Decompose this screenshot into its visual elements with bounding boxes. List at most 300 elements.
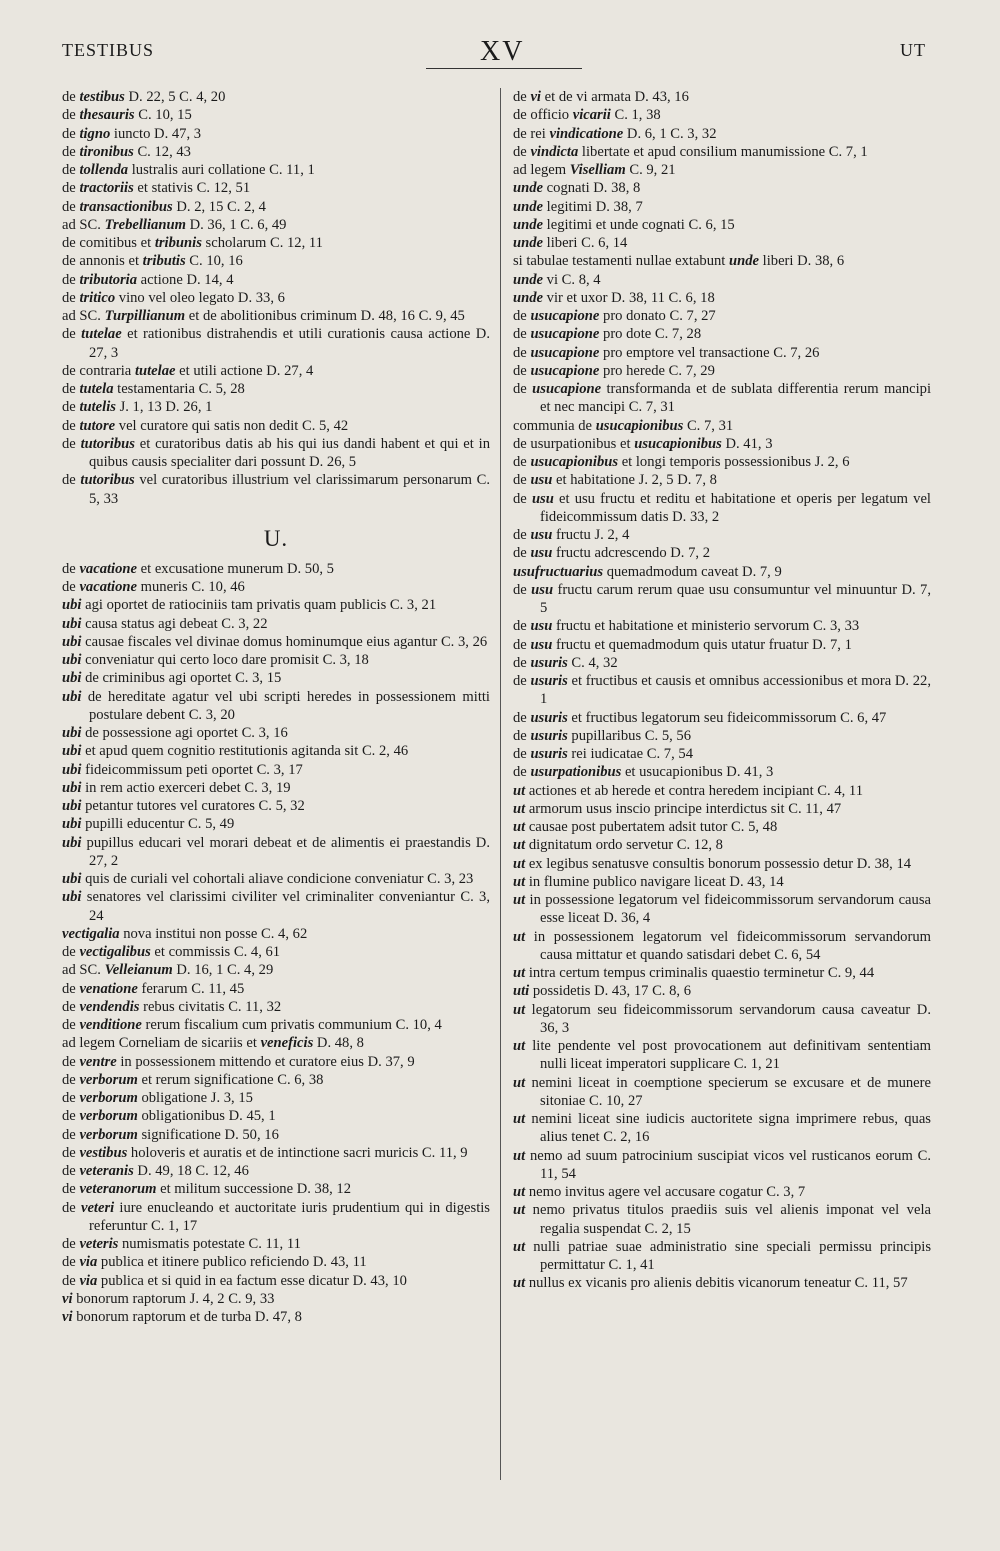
index-entry (513, 636, 931, 654)
index-entry (513, 727, 931, 745)
entry-reference: fructu J. 2, 4 (552, 527, 630, 543)
index-entry (513, 143, 931, 161)
entry-keyword: ubi (62, 725, 82, 741)
entry-reference: D. 22, 5 C. 4, 20 (124, 89, 226, 105)
index-entry (62, 143, 490, 161)
entry-prefix: de (62, 1181, 80, 1198)
index-entry (513, 836, 931, 854)
index-entry (62, 1199, 490, 1236)
entry-keyword: tractoriis (79, 180, 134, 197)
entry-reference: C. 9, 21 (625, 162, 676, 178)
entry-reference: significatione D. 50, 16 (137, 1126, 279, 1143)
index-entry (62, 560, 490, 578)
entry-keyword: usuris (530, 673, 568, 689)
entry-prefix: de (62, 1071, 80, 1088)
entry-reference: nemini liceat sine iudicis auctoritete signa imprimere rebus, quas alius tenet C. 2, 16 (525, 1111, 931, 1146)
index-entry (513, 216, 931, 234)
index-entry (62, 380, 490, 398)
index-entry (513, 1183, 931, 1201)
entry-reference: fructu adcrescendo D. 7, 2 (552, 545, 710, 562)
entry-reference: possidetis D. 43, 17 C. 8, 6 (529, 983, 691, 1000)
entry-keyword: vindicta (530, 143, 579, 160)
index-entry (62, 998, 490, 1016)
entry-keyword: Viselliam (569, 162, 626, 178)
entry-reference: quemadmodum caveat D. 7, 9 (603, 563, 782, 580)
entry-keyword: ubi (62, 798, 82, 814)
index-entry (513, 800, 931, 818)
index-entry (62, 1089, 490, 1107)
running-header-right: UT (900, 40, 926, 60)
entry-prefix: de annonis et (62, 253, 143, 270)
entry-prefix: de (62, 1199, 81, 1216)
entry-reference: et de vi armata D. 43, 16 (540, 89, 689, 105)
entry-reference: fructu et quemadmodum quis utatur fruatur D. 7, 1 (552, 636, 852, 653)
entry-keyword: ut (513, 928, 526, 945)
index-entry (62, 1016, 490, 1034)
index-entry (62, 1253, 490, 1271)
entry-prefix: de (62, 1272, 80, 1289)
index-entry (62, 1126, 490, 1144)
entry-keyword: ut (513, 1202, 526, 1219)
index-entry (513, 964, 931, 982)
entry-keyword: tributis (142, 253, 186, 270)
entry-prefix: ad SC. (62, 216, 105, 233)
index-entry (62, 815, 490, 833)
entry-keyword: ut (513, 855, 526, 872)
index-entry (513, 1074, 931, 1111)
entry-keyword: unde (513, 198, 544, 215)
entry-keyword: verborum (79, 1108, 138, 1125)
index-entry (62, 615, 490, 633)
index-entry (513, 106, 931, 124)
entry-keyword: ut (513, 965, 526, 981)
index-entry (62, 1180, 490, 1198)
entry-keyword: usuris (530, 727, 568, 744)
entry-reference: vel curatore qui satis non dedit C. 5, 42 (115, 417, 349, 434)
entry-reference: et militum successione D. 38, 12 (156, 1181, 352, 1198)
entry-reference: lustralis auri collatione C. 11, 1 (128, 162, 315, 178)
entry-keyword: usurpationibus (530, 764, 622, 781)
entry-keyword: via (79, 1272, 98, 1289)
entry-keyword: venditione (79, 1017, 142, 1033)
index-entry (513, 88, 931, 106)
index-entry (513, 435, 931, 453)
index-entry (62, 106, 490, 124)
entry-keyword: tutoribus (80, 435, 135, 452)
index-entry (62, 797, 490, 815)
entry-prefix: de (62, 326, 82, 343)
entry-keyword: veteris (79, 1236, 119, 1252)
index-entry (62, 161, 490, 179)
entry-keyword: vi (530, 89, 541, 105)
entry-reference: et curatoribus datis ab his qui ius dandi habent et qui et in quibus causis specialiter dari possunt D. 26, 5 (89, 435, 490, 470)
entry-prefix: de (513, 326, 531, 343)
entry-reference: actione D. 14, 4 (137, 271, 234, 288)
entry-keyword: ubi (62, 688, 82, 705)
entry-keyword: ventre (79, 1053, 117, 1070)
entry-keyword: unde (729, 253, 760, 270)
entry-keyword: ut (513, 837, 526, 854)
entry-reference: et fructibus legatorum seu fideicommissorum C. 6, 47 (567, 709, 887, 726)
index-entry (513, 581, 931, 618)
index-entry (62, 1308, 490, 1326)
entry-reference: liberi C. 6, 14 (543, 235, 628, 251)
entry-reference: in possessione legatorum vel fideicommissorum servandorum causa esse liceat D. 36, 4 (525, 892, 931, 927)
entry-prefix: de (62, 1108, 80, 1125)
entry-prefix: ad legem (513, 162, 570, 178)
index-entry (62, 471, 490, 508)
index-entry (62, 252, 490, 270)
entry-reference: C. 10, 16 (185, 253, 243, 270)
entry-reference: et commissis C. 4, 61 (150, 944, 281, 960)
index-entry (62, 834, 490, 871)
index-entry (62, 1272, 490, 1290)
entry-reference: nemo ad suum patrocinium suscipiat vicos vel rusticanos eorum C. 11, 54 (525, 1147, 931, 1182)
entry-reference: causae fiscales vel divinae domus hominumque eius agantur C. 3, 26 (81, 633, 488, 650)
index-entry (513, 928, 931, 965)
entry-prefix: de (513, 654, 531, 671)
entry-reference: iuncto D. 47, 3 (110, 125, 202, 142)
entry-reference: pro herede C. 7, 29 (599, 362, 715, 379)
entry-keyword: usucapionibus (530, 454, 619, 470)
entry-keyword: ubi (62, 652, 82, 668)
entry-keyword: vendendis (79, 998, 140, 1015)
entry-reference: et habitatione J. 2, 5 D. 7, 8 (552, 472, 717, 489)
entry-reference: D. 48, 8 (313, 1035, 364, 1052)
entry-reference: actiones et ab herede et contra heredem incipiant C. 4, 11 (525, 782, 863, 799)
entry-keyword: tutelis (79, 399, 116, 416)
index-entry (62, 362, 490, 380)
entry-keyword: tutelae (81, 326, 122, 343)
entry-reference: numismatis potestate C. 11, 11 (118, 1236, 301, 1252)
index-entry (62, 578, 490, 596)
index-entry (62, 88, 490, 106)
entry-prefix: de (513, 490, 532, 507)
entry-reference: et rationibus distrahendis et utili curationis causa actione D. 27, 3 (89, 326, 490, 361)
entry-prefix: de (62, 289, 80, 306)
entry-prefix: ad legem Corneliam de sicariis et (62, 1035, 261, 1052)
index-entry (62, 633, 490, 651)
entry-keyword: ubi (62, 816, 82, 833)
entry-reference: petantur tutores vel curatores C. 5, 32 (81, 798, 305, 814)
index-entry (513, 380, 931, 417)
entry-reference: vino vel oleo legato D. 33, 6 (115, 289, 285, 306)
entry-prefix: communia de (513, 417, 596, 434)
entry-reference: C. 4, 32 (567, 654, 618, 671)
entry-keyword: vi (62, 1290, 73, 1307)
entry-keyword: usu (530, 527, 553, 543)
index-entry (513, 855, 931, 873)
index-entry (513, 362, 931, 380)
entry-keyword: ut (513, 1147, 526, 1164)
entry-prefix: de (62, 1090, 80, 1106)
entry-prefix: de (62, 1236, 80, 1252)
entry-reference: obligatione J. 3, 15 (137, 1090, 253, 1106)
entry-keyword: veneficis (260, 1035, 314, 1052)
entry-keyword: ut (513, 1275, 526, 1292)
entry-reference: D. 41, 3 (721, 435, 773, 452)
index-entry (62, 1034, 490, 1052)
entry-reference: conveniatur qui certo loco dare promisit C. 3, 18 (81, 652, 369, 668)
entry-reference: pupillus educari vel morari debeat et de alimentis ei praestandis D. 27, 2 (81, 834, 490, 869)
entry-prefix: de (513, 545, 531, 562)
index-entry (62, 724, 490, 742)
entry-keyword: usu (530, 472, 553, 489)
entry-reference: iure enucleando et auctoritate iuris prudentium qui in digestis referuntur C. 1, 17 (89, 1199, 490, 1234)
index-entry (62, 271, 490, 289)
entry-reference: in possessionem legatorum vel fideicommissorum servandorum causa mittatur et quando satisdari debet C. 6, 54 (525, 928, 931, 963)
entry-prefix: de (62, 1254, 80, 1271)
index-entry (513, 234, 931, 252)
entry-keyword: Turpillianum (104, 308, 186, 324)
entry-prefix: de (513, 527, 531, 543)
entry-keyword: unde (513, 289, 544, 306)
index-entry (513, 782, 931, 800)
entry-reference: scholarum C. 12, 11 (201, 235, 323, 251)
entry-reference: D. 36, 1 C. 6, 49 (185, 216, 287, 233)
entry-keyword: ut (513, 873, 526, 890)
entry-reference: nullus ex vicanis pro alienis debitis vicanorum teneatur C. 11, 57 (525, 1275, 908, 1292)
entry-reference: pupillaribus C. 5, 56 (567, 727, 692, 744)
entry-reference: C. 7, 31 (683, 417, 734, 434)
column-divider (500, 88, 501, 1480)
index-entry (513, 1110, 931, 1147)
entry-keyword: venatione (79, 980, 138, 997)
entry-prefix: de (513, 308, 531, 324)
entry-reference: nulli patriae suae administratio sine speciali permissu principis permittatur C. 1, 41 (525, 1238, 931, 1273)
index-entry (62, 1235, 490, 1253)
entry-reference: C. 1, 38 (610, 107, 661, 124)
entry-prefix: de (62, 1144, 80, 1161)
index-entry (513, 617, 931, 635)
index-entry (513, 417, 931, 435)
entry-keyword: Trebellianum (104, 216, 186, 233)
entry-keyword: ubi (62, 834, 82, 851)
entry-keyword: tritico (79, 289, 116, 306)
index-entry (513, 453, 931, 471)
entry-prefix: si tabulae testamenti nullae extabunt (513, 253, 729, 270)
entry-reference: pro donato C. 7, 27 (599, 308, 716, 324)
entry-reference: publica et si quid in ea factum esse dicatur D. 43, 10 (97, 1272, 407, 1289)
entry-reference: liberi D. 38, 6 (759, 253, 845, 270)
entry-prefix: de (513, 636, 531, 653)
entry-prefix: de (513, 746, 531, 762)
index-entry (62, 289, 490, 307)
entry-keyword: usufructuarius (513, 563, 604, 580)
entry-reference: nemini liceat in coemptione specierum se excusare et de munere sitoniae C. 10, 27 (525, 1074, 931, 1109)
entry-prefix: de (513, 472, 531, 489)
index-entry (513, 1001, 931, 1038)
entry-keyword: usuris (530, 654, 568, 671)
index-entry (62, 1107, 490, 1125)
entry-reference: legitimi D. 38, 7 (543, 198, 643, 215)
entry-keyword: unde (513, 216, 544, 233)
entry-keyword: ut (513, 819, 526, 835)
index-entry (62, 779, 490, 797)
index-entry (62, 943, 490, 961)
entry-keyword: usucapionibus (595, 417, 684, 434)
entry-keyword: tigno (79, 125, 111, 142)
entry-keyword: tollenda (79, 162, 129, 178)
index-entry (513, 709, 931, 727)
index-entry (62, 925, 490, 943)
entry-reference: legitimi et unde cognati C. 6, 15 (543, 216, 735, 233)
entry-prefix: de officio (513, 107, 573, 124)
index-entry (62, 870, 490, 888)
index-entry (62, 398, 490, 416)
entry-keyword: vestibus (79, 1144, 128, 1161)
entry-keyword: usucapione (530, 362, 600, 379)
entry-prefix: de (62, 399, 80, 416)
entry-keyword: ut (513, 800, 526, 817)
entry-reference: vir et uxor D. 38, 11 C. 6, 18 (543, 289, 715, 306)
entry-prefix: de (62, 579, 80, 595)
index-entry (62, 216, 490, 234)
index-entry (513, 325, 931, 343)
entry-keyword: unde (513, 180, 544, 197)
entry-reference: rerum fiscalium cum privatis communium C. 10, 4 (141, 1017, 442, 1033)
entry-keyword: Velleianum (104, 962, 173, 979)
entry-reference: muneris C. 10, 46 (137, 579, 245, 595)
entry-reference: et stativis C. 12, 51 (133, 180, 251, 197)
entry-prefix: de (62, 435, 81, 452)
entry-prefix: de (62, 198, 80, 215)
entry-reference: obligationibus D. 45, 1 (137, 1108, 276, 1125)
entry-reference: testamentaria C. 5, 28 (113, 381, 245, 397)
entry-reference: de hereditate agatur vel ubi scripti heredes in possessionem mitti postulare debent C. 3, 20 (81, 688, 490, 723)
entry-keyword: tironibus (79, 143, 134, 160)
entry-keyword: vi (62, 1309, 73, 1325)
entry-keyword: tutore (79, 417, 116, 434)
entry-reference: et utili actione D. 27, 4 (175, 362, 314, 379)
entry-reference: armorum usus inscio principe interdictus sit C. 11, 47 (525, 800, 842, 817)
entry-reference: C. 12, 43 (133, 143, 191, 160)
index-entry (513, 289, 931, 307)
entry-prefix: de (62, 1017, 80, 1033)
entry-keyword: ubi (62, 779, 82, 796)
entry-reference: quis de curiali vel cohortali aliave condicione conveniatur C. 3, 23 (81, 871, 474, 887)
index-entry (513, 490, 931, 527)
entry-keyword: usuris (530, 746, 568, 762)
entry-prefix: de (62, 162, 80, 178)
entry-keyword: usucapione (530, 326, 600, 343)
index-entry (62, 1144, 490, 1162)
entry-reference: fructu et habitatione et ministerio servorum C. 3, 33 (552, 618, 860, 635)
index-entry (62, 417, 490, 435)
entry-keyword: uti (513, 983, 530, 1000)
index-entry (62, 1290, 490, 1308)
entry-keyword: verborum (79, 1090, 138, 1106)
entry-prefix: de (62, 89, 80, 105)
entry-reference: D. 16, 1 C. 4, 29 (172, 962, 274, 979)
entry-keyword: veteranis (79, 1163, 134, 1179)
entry-keyword: ut (513, 1001, 526, 1018)
entry-reference: agi oportet de ratiociniis tam privatis quam publicis C. 3, 21 (81, 597, 437, 614)
index-entry (513, 544, 931, 562)
entry-keyword: usucapione (530, 344, 600, 361)
entry-keyword: ubi (62, 761, 82, 778)
entry-reference: pupilli educentur C. 5, 49 (81, 816, 235, 833)
entry-prefix: de (62, 180, 80, 197)
index-entry (513, 271, 931, 289)
index-entry (513, 1147, 931, 1184)
entry-reference: D. 49, 18 C. 12, 46 (133, 1163, 249, 1179)
index-entry (62, 688, 490, 725)
index-entry (513, 1201, 931, 1238)
entry-prefix: de (513, 143, 531, 160)
entry-keyword: vectigalia (62, 925, 120, 942)
entry-keyword: ut (513, 1111, 526, 1127)
index-entry (513, 672, 931, 709)
entry-reference: C. 10, 15 (134, 107, 192, 124)
entry-reference: senatores vel clarissimi civiliter vel criminaliter conveniantur C. 3, 24 (81, 889, 490, 924)
entry-keyword: ut (513, 1184, 526, 1200)
entry-reference: intra certum tempus criminalis quaestio terminetur C. 9, 44 (525, 965, 875, 981)
index-entry (513, 763, 931, 781)
index-entry (62, 435, 490, 472)
entry-keyword: vicarii (572, 107, 611, 124)
index-entry (513, 982, 931, 1000)
entry-prefix: de (513, 727, 531, 744)
entry-reference: legatorum seu fideicommissorum servandorum causa caveatur D. 36, 3 (525, 1001, 931, 1036)
entry-keyword: usu (530, 618, 553, 635)
index-entry (62, 234, 490, 252)
entry-reference: holoveris et auratis et de intinctione sacri muricis C. 11, 9 (127, 1144, 468, 1161)
entry-reference: vi C. 8, 4 (543, 271, 601, 288)
index-entry (513, 307, 931, 325)
index-entry (513, 161, 931, 179)
entry-prefix: de (513, 344, 531, 361)
index-entry (513, 818, 931, 836)
entry-keyword: verborum (79, 1126, 138, 1143)
entry-keyword: ut (513, 892, 526, 908)
index-entry (62, 742, 490, 760)
index-entry (62, 669, 490, 687)
entry-reference: lite pendente vel post provocationem aut definitivam sententiam nulli liceat imperatori supplicare C. 1, 21 (525, 1038, 931, 1073)
index-entry (513, 252, 931, 270)
entry-keyword: ubi (62, 889, 82, 906)
index-entry (62, 651, 490, 669)
index-entry (513, 563, 931, 581)
entry-reference: bonorum raptorum et de turba D. 47, 8 (72, 1309, 302, 1325)
entry-prefix: de (62, 998, 80, 1015)
entry-reference: dignitatum ordo servetur C. 12, 8 (525, 837, 723, 854)
entry-keyword: vacatione (79, 579, 137, 595)
index-entry (62, 198, 490, 216)
index-entry (62, 125, 490, 143)
entry-keyword: ubi (62, 615, 82, 632)
entry-keyword: veteri (80, 1199, 115, 1216)
entry-keyword: ut (513, 1238, 526, 1255)
entry-prefix: de (513, 381, 533, 397)
entry-keyword: vectigalibus (79, 944, 151, 960)
entry-prefix: de (62, 1163, 80, 1179)
entry-keyword: verborum (79, 1071, 138, 1088)
entry-reference: vel curatoribus illustrium vel clarissimarum personarum C. 5, 33 (89, 472, 490, 507)
entry-keyword: unde (513, 271, 544, 288)
entry-prefix: de (62, 944, 80, 960)
entry-reference: ex legibus senatusve consultis bonorum possessio detur D. 38, 14 (525, 855, 912, 872)
letter-heading: U. (263, 525, 289, 551)
right-column (513, 88, 931, 1293)
entry-keyword: ut (513, 1074, 526, 1091)
entry-prefix: de (513, 709, 531, 726)
entry-prefix: de (513, 454, 531, 470)
index-entry (62, 179, 490, 197)
entry-reference: et longi temporis possessionibus J. 2, 6 (618, 454, 850, 470)
index-entry (513, 471, 931, 489)
entry-reference: et apud quem cognitio restitutionis agitanda sit C. 2, 46 (81, 743, 409, 760)
